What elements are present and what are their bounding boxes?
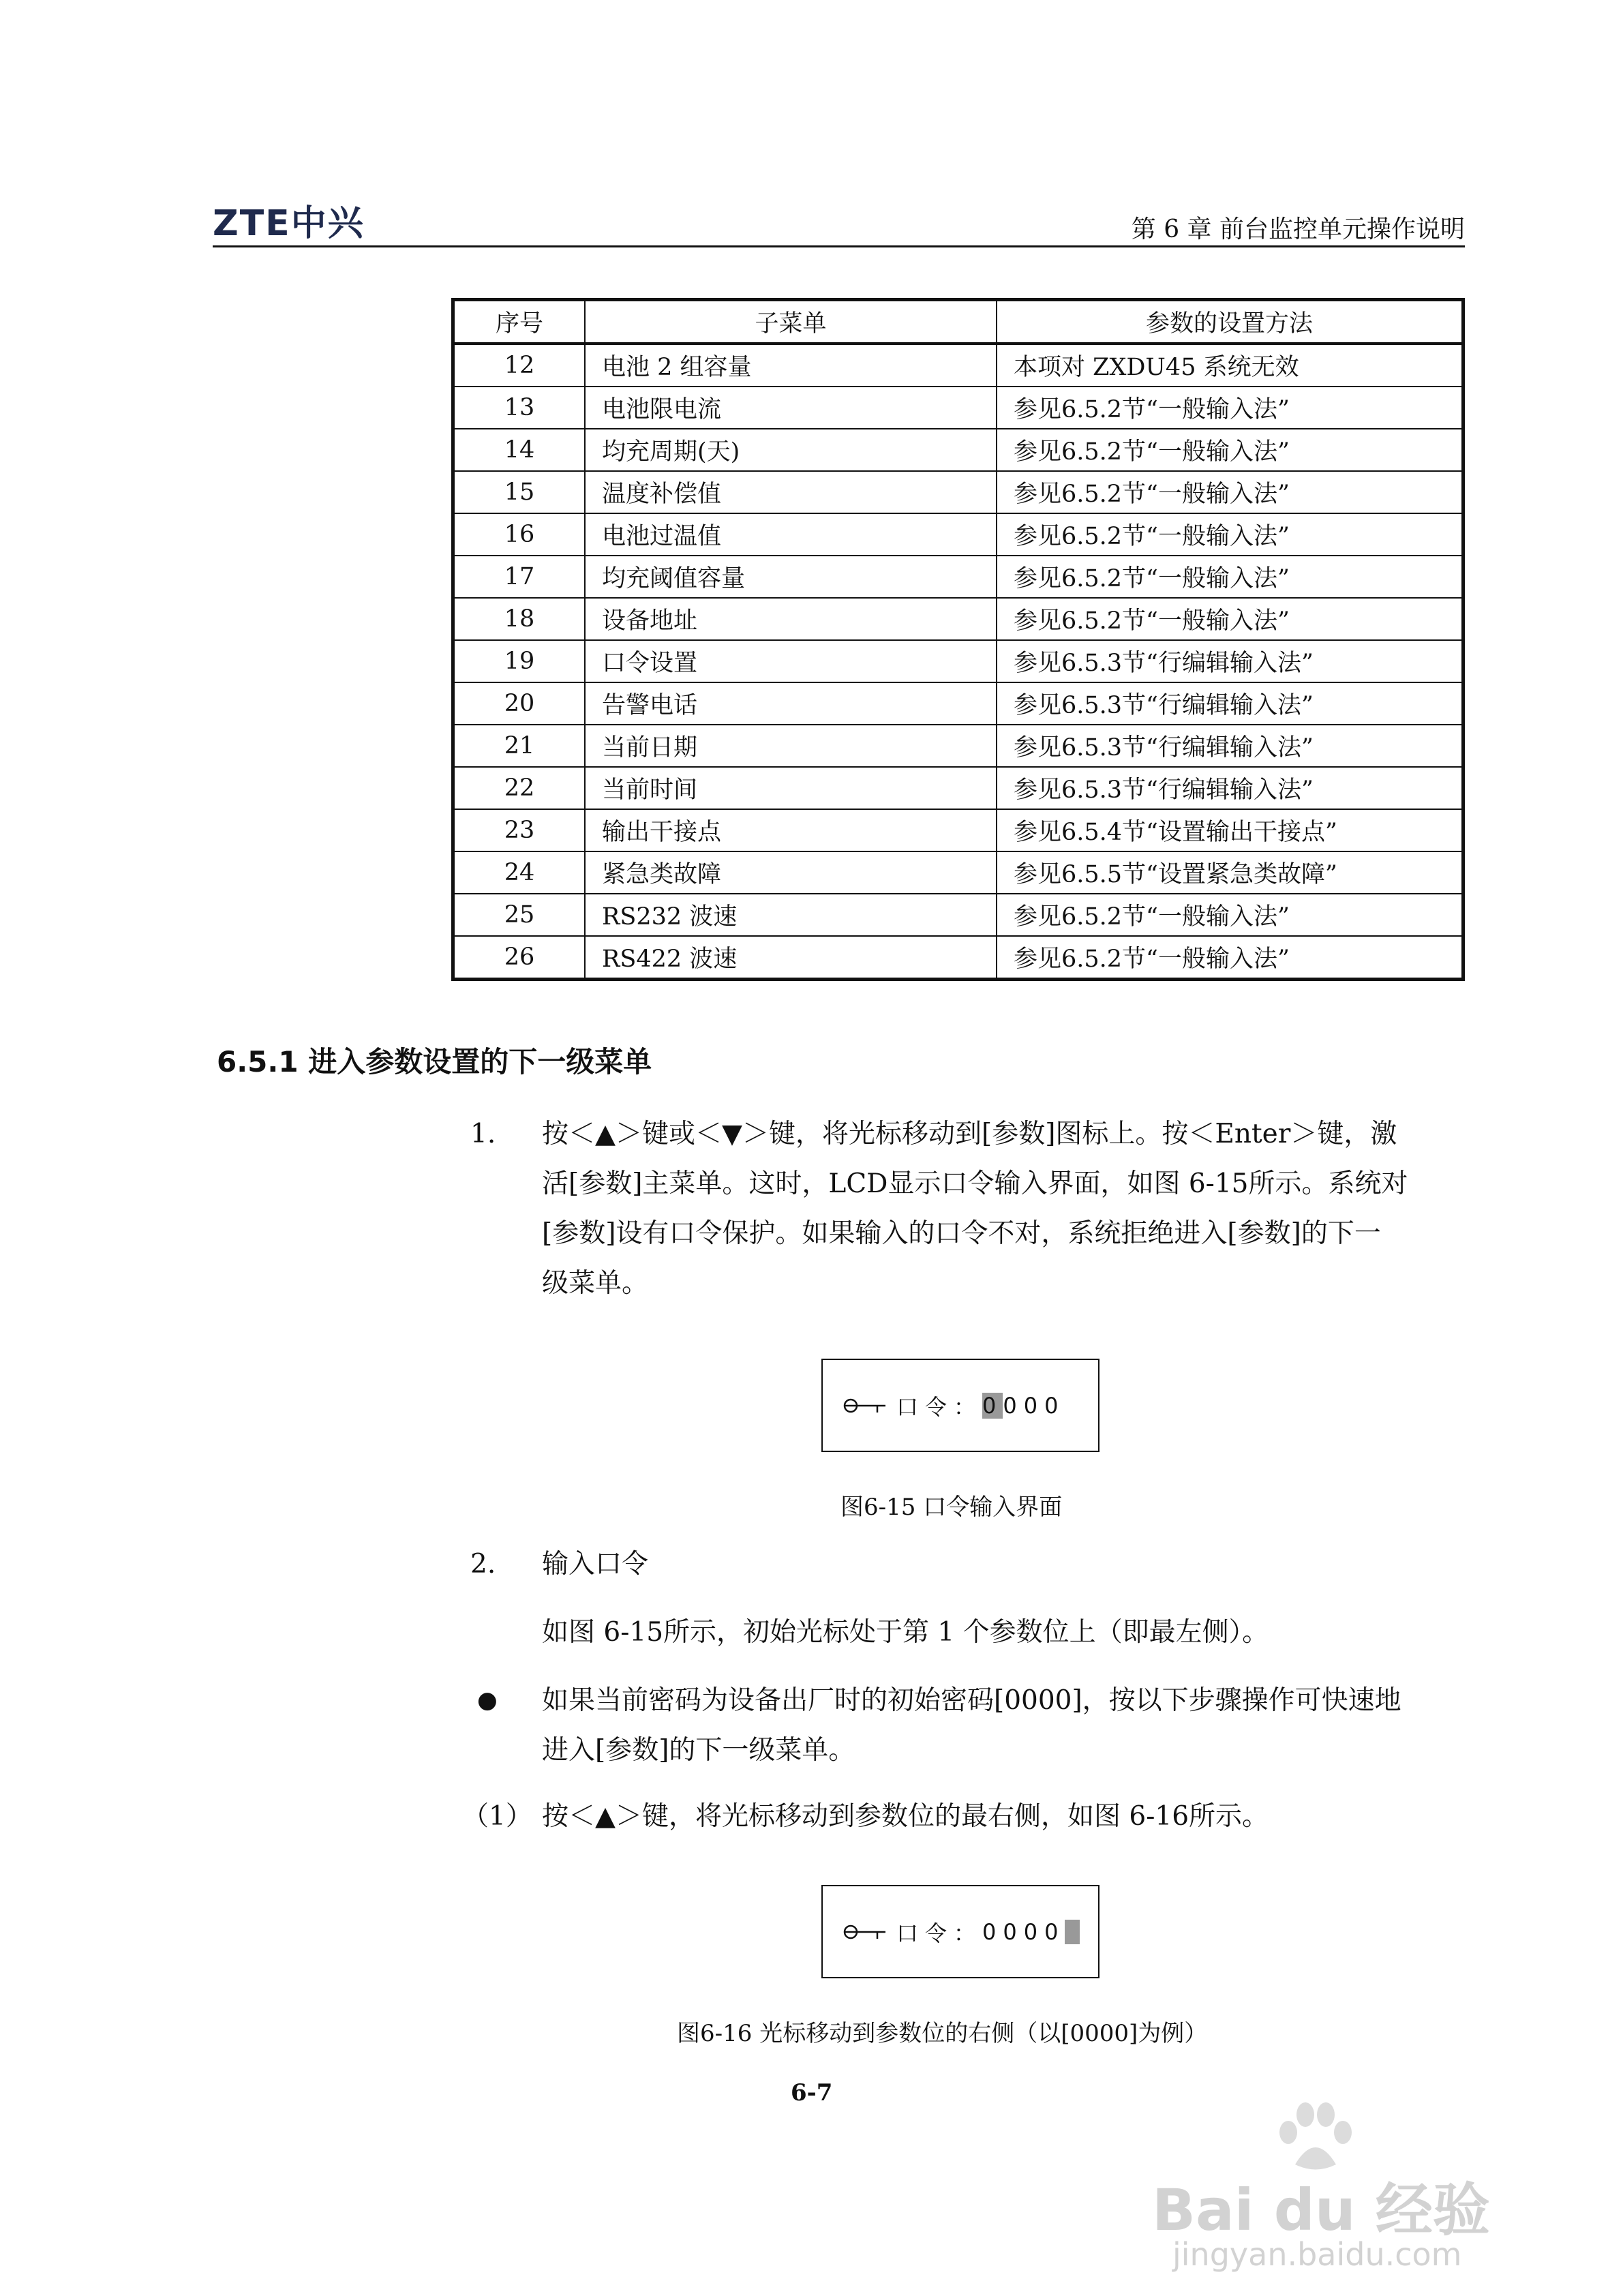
table-row — [453, 344, 1463, 387]
substep-1-text: 按＜▲＞键，将光标移动到参数位的最右侧，如图 6-16所示。 — [542, 1801, 1269, 1832]
row-number: 13 — [453, 387, 586, 429]
step-1-line: [参数]设有口令保护。如果输入的口令不对，系统拒绝进入[参数]的下一 — [542, 1218, 1381, 1249]
row-submenu: RS232 波速 — [585, 894, 997, 936]
table-row — [453, 471, 1463, 513]
substep-1-number: （1） — [462, 1801, 532, 1832]
row-method: 参见6.5.2节“一般输入法” — [997, 894, 1463, 936]
password-digit: 0 — [1044, 1918, 1065, 1945]
password-digit: 0 — [1003, 1918, 1024, 1945]
bullet-text — [542, 1676, 1469, 1775]
column-header-submenu: 子菜单 — [585, 300, 997, 344]
row-method: 参见6.5.2节“一般输入法” — [997, 471, 1463, 513]
page-number: 6-7 — [791, 2079, 833, 2106]
row-submenu: 均充阈值容量 — [585, 556, 997, 598]
row-submenu: 输出干接点 — [585, 809, 997, 851]
row-method: 本项对 ZXDU45 系统无效 — [997, 344, 1463, 387]
row-number: 19 — [453, 640, 586, 682]
row-number: 15 — [453, 471, 586, 513]
row-method: 参见6.5.5节“设置紧急类故障” — [997, 851, 1463, 894]
column-header-number: 序号 — [453, 300, 586, 344]
password-digit: 0 — [1023, 1392, 1045, 1419]
section-title: 6.5.1 进入参数设置的下一级菜单 — [217, 1045, 652, 1078]
table-row — [453, 556, 1463, 598]
cursor-block — [1065, 1920, 1080, 1944]
password-digit: 0 — [982, 1918, 1003, 1945]
password-digit: 0 — [1023, 1918, 1045, 1945]
table-body — [453, 344, 1463, 980]
row-submenu: 当前日期 — [585, 725, 997, 767]
password-label: 口令： — [896, 1920, 983, 1946]
step-2-title: 输入口令 — [542, 1549, 649, 1580]
password-label: 口令： — [896, 1393, 983, 1420]
lcd-password-screen-2 — [821, 1885, 1099, 1978]
row-submenu: 电池限电流 — [585, 387, 997, 429]
step-1-number: 1. — [470, 1119, 496, 1149]
table-row — [453, 682, 1463, 725]
row-submenu: 设备地址 — [585, 598, 997, 640]
row-submenu: 告警电话 — [585, 682, 997, 725]
row-submenu: 紧急类故障 — [585, 851, 997, 894]
header-rule — [213, 245, 1465, 247]
row-number: 25 — [453, 894, 586, 936]
row-method: 参见6.5.3节“行编辑输入法” — [997, 640, 1463, 682]
row-method: 参见6.5.2节“一般输入法” — [997, 429, 1463, 471]
lcd-content — [823, 1886, 1098, 1977]
table-row — [453, 767, 1463, 809]
row-method: 参见6.5.2节“一般输入法” — [997, 387, 1463, 429]
row-method: 参见6.5.4节“设置输出干接点” — [997, 809, 1463, 851]
table-row — [453, 936, 1463, 980]
table-header-row — [453, 300, 1463, 344]
password-digit: 0 — [1003, 1392, 1024, 1419]
key-icon — [843, 1922, 887, 1942]
key-icon — [843, 1395, 887, 1416]
row-number: 24 — [453, 851, 586, 894]
chapter-title: 第 6 章 前台监控单元操作说明 — [1131, 215, 1465, 243]
table-row — [453, 387, 1463, 429]
watermark-url: jingyan.baidu.com — [1172, 2236, 1462, 2273]
row-number: 20 — [453, 682, 586, 725]
row-number: 14 — [453, 429, 586, 471]
paw-icon — [1275, 2100, 1356, 2175]
figure-caption-6-15: 图6-15 口令输入界面 — [840, 1494, 1063, 1521]
step-1-line: 按＜▲＞键或＜▼＞键，将光标移动到[参数]图标上。按＜Enter＞键，激 — [542, 1119, 1397, 1149]
row-submenu: 当前时间 — [585, 767, 997, 809]
row-number: 18 — [453, 598, 586, 640]
table-row — [453, 894, 1463, 936]
row-submenu: 均充周期(天) — [585, 429, 997, 471]
row-method: 参见6.5.2节“一般输入法” — [997, 598, 1463, 640]
row-method: 参见6.5.3节“行编辑输入法” — [997, 725, 1463, 767]
table-row — [453, 809, 1463, 851]
row-method: 参见6.5.2节“一般输入法” — [997, 936, 1463, 980]
zte-logo: ZTE中兴 — [213, 203, 365, 244]
row-number: 21 — [453, 725, 586, 767]
password-digit: 0 — [982, 1392, 1003, 1419]
parameter-table — [451, 298, 1465, 981]
table-row — [453, 851, 1463, 894]
bullet-icon: ● — [477, 1687, 498, 1714]
row-method: 参见6.5.2节“一般输入法” — [997, 513, 1463, 556]
step-1-line: 活[参数]主菜单。这时，LCD显示口令输入界面，如图 6-15所示。系统对 — [542, 1168, 1408, 1199]
row-number: 26 — [453, 936, 586, 980]
bullet-line: 如果当前密码为设备出厂时的初始密码[0000]，按以下步骤操作可快速地 — [542, 1685, 1401, 1716]
row-number: 17 — [453, 556, 586, 598]
row-submenu: 电池过温值 — [585, 513, 997, 556]
row-number: 16 — [453, 513, 586, 556]
step-1-line: 级菜单。 — [542, 1268, 649, 1299]
row-submenu: 温度补偿值 — [585, 471, 997, 513]
column-header-method: 参数的设置方法 — [997, 300, 1463, 344]
row-number: 12 — [453, 344, 586, 387]
step-2-text: 如图 6-15所示，初始光标处于第 1 个参数位上（即最左侧）。 — [542, 1617, 1269, 1648]
table-row — [453, 640, 1463, 682]
row-method: 参见6.5.3节“行编辑输入法” — [997, 682, 1463, 725]
baidu-watermark — [1152, 2100, 1534, 2277]
figure-caption-6-16: 图6-16 光标移动到参数位的右侧（以[0000]为例） — [677, 2020, 1208, 2047]
table-row — [453, 429, 1463, 471]
row-method: 参见6.5.3节“行编辑输入法” — [997, 767, 1463, 809]
step-2-number: 2. — [470, 1549, 496, 1580]
row-number: 22 — [453, 767, 586, 809]
row-submenu: RS422 波速 — [585, 936, 997, 980]
step-1-text — [542, 1109, 1469, 1308]
table-row — [453, 725, 1463, 767]
row-method: 参见6.5.2节“一般输入法” — [997, 556, 1463, 598]
bullet-line: 进入[参数]的下一级菜单。 — [542, 1735, 855, 1766]
row-submenu: 口令设置 — [585, 640, 997, 682]
table-row — [453, 598, 1463, 640]
row-submenu: 电池 2 组容量 — [585, 344, 997, 387]
row-number: 23 — [453, 809, 586, 851]
lcd-content — [823, 1360, 1098, 1451]
table-row — [453, 513, 1463, 556]
password-digit: 0 — [1044, 1392, 1065, 1419]
lcd-password-screen-1 — [821, 1359, 1099, 1452]
watermark-brand: Bai du 经验 — [1152, 2177, 1490, 2244]
